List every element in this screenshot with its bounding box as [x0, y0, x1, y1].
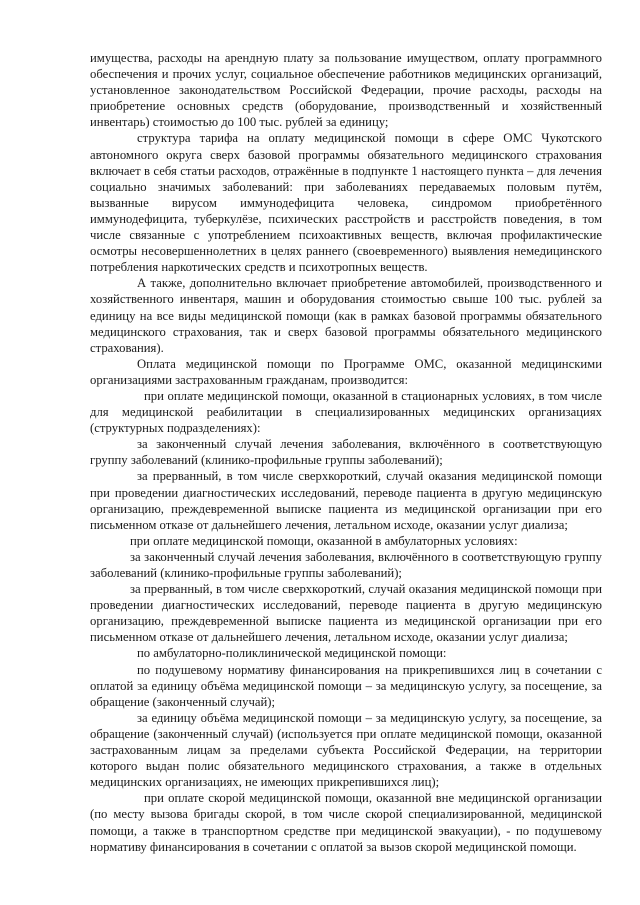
paragraph-property-expenses: имущества, расходы на арендную плату за пользование имуществом, оплату программного обеспечения и прочих услуг, социальное обеспечение работников медицинских организаций, установленное законодательством Российской Федерации, прочие расходы, расходы на приобретение основных средств (оборудование, производственный и хозяйственный инвентарь) стоимостью до 100 тыс. рублей за единицу; — [90, 51, 602, 130]
paragraph-inpatient-interrupted-case: за прерванный, в том числе сверхкороткий, случай оказания медицинской помощи при проведении диагностических исследований, переводе пациента в другую медицинскую организацию, преждевременной выписке пациента из медицинской организации при его письменном отказе от дальнейшего лечения, летальном исходе, оказании услуг диализа; — [90, 469, 602, 532]
paragraph-outpatient-interrupted-case: за прерванный, в том числе сверхкороткий, случай оказания медицинской помощи при проведении диагностических исследований, переводе пациента в другую медицинскую организацию, преждевременной выписке пациента из медицинской организации при его письменном отказе от дальнейшего лечения, летальном исходе, оказании услуг диализа; — [90, 582, 602, 645]
paragraph-emergency-care: при оплате скорой медицинской помощи, оказанной вне медицинской организации (по месту вызова бригады скорой, в том числе скорой специализированной, медицинской помощи, а также в транспортном средстве при медицинской эвакуации), - по подушевому нормативу финансирования в сочетании с оплатой за вызов скорой медицинской помощи. — [90, 791, 602, 854]
paragraph-inpatient-care: при оплате медицинской помощи, оказанной в стационарных условиях, в том числе для медицинской реабилитации в специализированных медицинских организациях (структурных подразделениях): — [90, 388, 602, 436]
paragraph-outpatient-completed-case: за законченный случай лечения заболевания, включённого в соответствующую группу заболеваний (клинико-профильные группы заболеваний); — [90, 549, 602, 580]
document-body — [90, 50, 602, 855]
paragraph-unit-of-volume: за единицу объёма медицинской помощи – за медицинскую услугу, за посещение, за обращение (законченный случай) (используется при оплате медицинской помощи, оказанной застрахованным лицам за пределами субъекта Российской Федерации, на территории которого выдан полис обязательного медицинского страхования, а также в отдельных медицинских организациях, не имеющих прикрепившихся лиц); — [90, 710, 602, 790]
paragraph-tariff-structure: структура тарифа на оплату медицинской помощи в сфере ОМС Чукотского автономного округа сверх базовой программы обязательного медицинского страхования включает в себя статьи расходов, отражённые в подпункте 1 настоящего пункта – для лечения социально значимых заболеваний: при заболеваниях передаваемых половым путём, вызванные вирусом иммунодефицита человека, синдромом приобретённого иммунодефицита, туберкулёзе, психических расстройств и расстройств поведения, в том числе связанные с употреблением психоактивных веществ, включая профилактические осмотры несовершеннолетних в целях раннего (своевременного) выявления немедицинского потребления наркотических средств и психотропных веществ. — [90, 131, 602, 275]
paragraph-polyclinic-care: по амбулаторно-поликлинической медицинской помощи: — [137, 646, 447, 661]
paragraph-inpatient-completed-case: за законченный случай лечения заболевания, включённого в соответствующую группу заболеваний (клинико-профильные группы заболеваний); — [90, 437, 602, 468]
paragraph-per-capita-standard: по подушевому нормативу финансирования на прикрепившихся лиц в сочетании с оплатой за единицу объёма медицинской помощи – за медицинскую услугу, за посещение, за обращение (законченный случай); — [90, 662, 602, 709]
paragraph-payment-intro: Оплата медицинской помощи по Программе ОМС, оказанной медицинскими организациями застрахованным гражданам, производится: — [90, 356, 602, 387]
paragraph-additional-purchases: А также, дополнительно включает приобретение автомобилей, производственного и хозяйственного инвентаря, машин и оборудования стоимостью свыше 100 тыс. рублей за единицу на все виды медицинской помощи (как в рамках базовой программы обязательного медицинского страхования, так и сверх базовой программы обязательного медицинского страхования). — [90, 276, 602, 355]
paragraph-outpatient-care: при оплате медицинской помощи, оказанной в амбулаторных условиях: — [130, 533, 518, 548]
